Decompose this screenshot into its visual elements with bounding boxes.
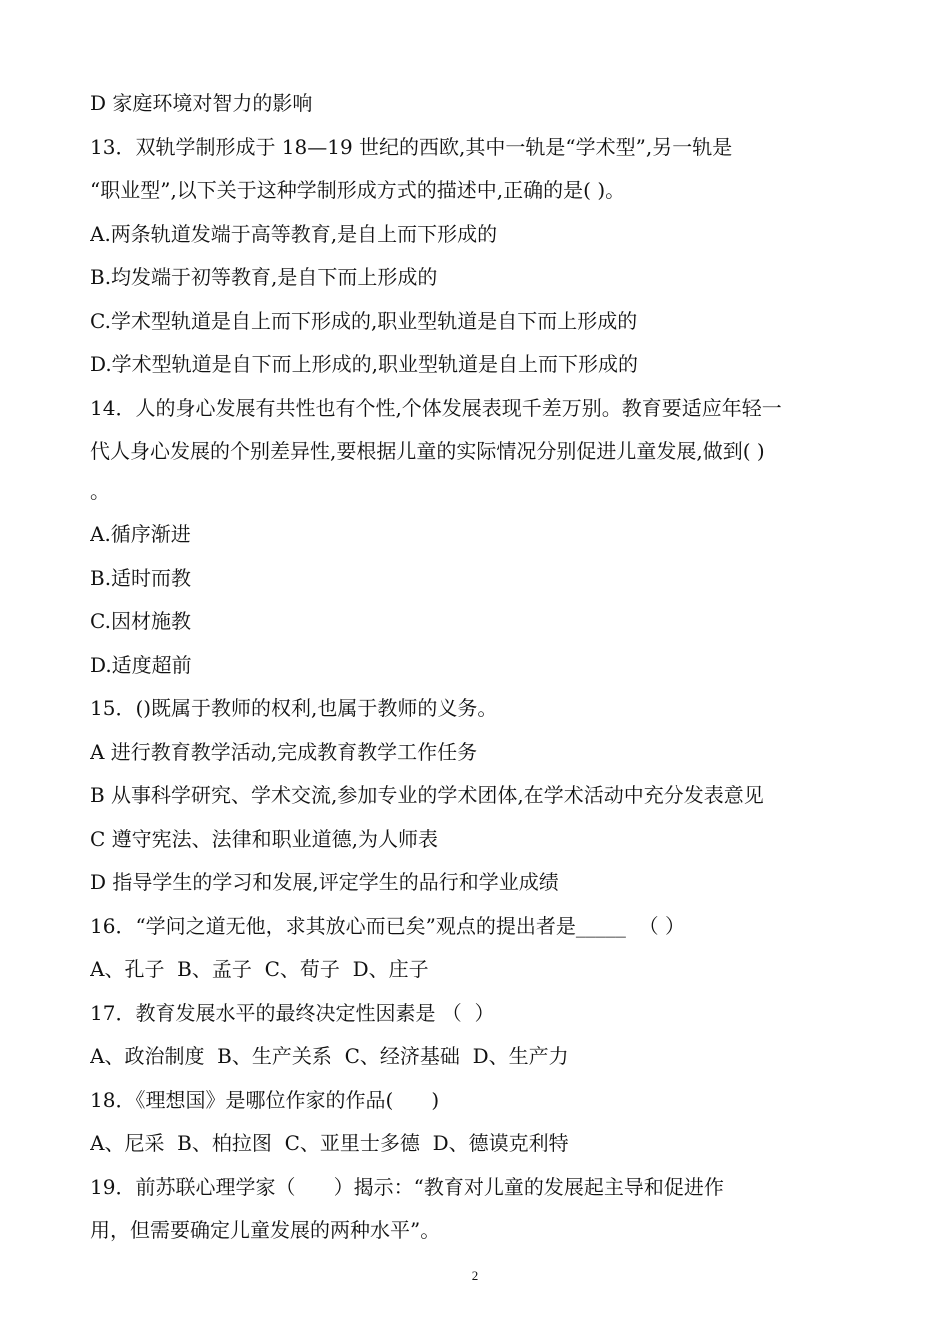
question-16-options: A、孔子 B、孟子 C、荀子 D、庄子 [90, 957, 429, 981]
question-14-stem-line-2: 代人身心发展的个别差异性,要根据儿童的实际情况分别促进儿童发展,做到( ) [90, 439, 765, 463]
question-14-stem-line-1: 14．人的身心发展有共性也有个性,个体发展表现千差万别。教育要适应年轻一 [90, 395, 782, 420]
question-13-stem-line-2: “职业型”,以下关于这种学制形成方式的描述中,正确的是( )。 [90, 178, 626, 202]
question-text-body [90, 82, 875, 1253]
option-13-b: B.均发端于初等教育,是自下而上形成的 [90, 265, 438, 289]
question-13-stem-line-1: 13．双轨学制形成于 18—19 世纪的西欧,其中一轨是“学术型”,另一轨是 [90, 134, 733, 159]
question-17-stem: 17．教育发展水平的最终决定性因素是 （ ） [90, 1000, 495, 1025]
option-14-b: B.适时而教 [90, 565, 192, 590]
question-17-options: A、政治制度 B、生产关系 C、经济基础 D、生产力 [90, 1044, 569, 1068]
question-19-stem-line-2: 用，但需要确定儿童发展的两种水平”。 [90, 1218, 441, 1242]
question-19-stem-line-1: 19．前苏联心理学家（ ）揭示：“教育对儿童的发展起主导和促进作 [90, 1174, 724, 1199]
option-15-d: D 指导学生的学习和发展,评定学生的品行和学业成绩 [90, 870, 559, 894]
option-14-c: C.因材施教 [90, 609, 191, 633]
question-16-stem: 16．“学问之道无他，求其放心而已矣”观点的提出者是_____ （ ） [90, 913, 685, 938]
option-13-c: C.学术型轨道是自上而下形成的,职业型轨道是自下而上形成的 [90, 308, 638, 333]
question-15-stem: 15．()既属于教师的权利,也属于教师的义务。 [90, 696, 498, 720]
option-15-a: A 进行教育教学活动,完成教育教学工作任务 [90, 739, 478, 764]
option-13-d: D.学术型轨道是自下而上形成的,职业型轨道是自上而下形成的 [90, 352, 639, 376]
option-14-a: A.循序渐进 [90, 522, 191, 546]
page-number: 2 [471, 1268, 479, 1283]
question-14-stem-line-3: 。 [90, 478, 110, 503]
option-12-d: D 家庭环境对智力的影响 [90, 91, 313, 115]
option-14-d: D.适度超前 [90, 652, 192, 677]
option-13-a: A.两条轨道发端于高等教育,是自上而下形成的 [90, 221, 498, 246]
question-18-stem: 18．《理想国》是哪位作家的作品( ) [90, 1087, 440, 1112]
option-15-b: B 从事科学研究、学术交流,参加专业的学术团体,在学术活动中充分发表意见 [90, 783, 764, 807]
option-15-c: C 遵守宪法、法律和职业道德,为人师表 [90, 826, 439, 851]
question-18-options: A、尼采 B、柏拉图 C、亚里士多德 D、德谟克利特 [90, 1131, 569, 1155]
